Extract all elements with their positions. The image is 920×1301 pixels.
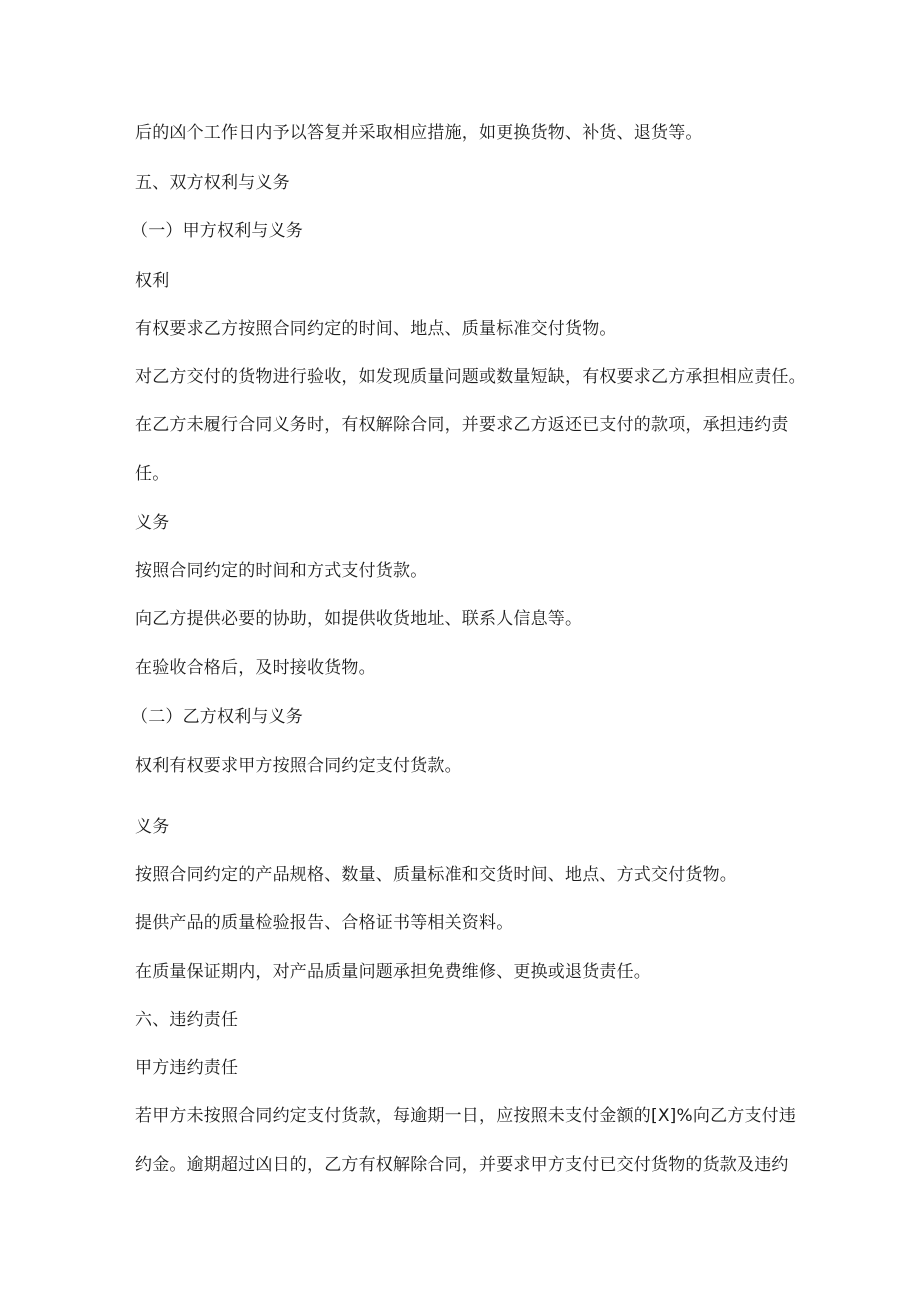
subheading-rights: 权利 (135, 271, 170, 291)
paragraph-line: 对乙方交付的货物进行验收，如发现质量问题或数量短缺，有权要求乙方承担相应责任。 (135, 367, 806, 387)
paragraph-line: 在验收合格后，及时接收货物。 (135, 658, 376, 678)
paragraph-line: 按照合同约定的时间和方式支付货款。 (135, 561, 428, 581)
paragraph-line: 有权要求乙方按照合同约定的时间、地点、质量标准交付货物。 (135, 319, 617, 339)
subsection-heading: （一）甲方权利与义务 (131, 221, 303, 241)
paragraph-line: 向乙方提供必要的协助，如提供收货地址、联系人信息等。 (135, 609, 583, 629)
paragraph-line: 权利有权要求甲方按照合同约定支付货款。 (135, 756, 462, 776)
subheading-obligations: 义务 (135, 513, 170, 533)
paragraph-line: 若甲方未按照合同约定支付货款，每逾期一日，应按照未支付金额的[X]%向乙方支付违 (135, 1106, 797, 1126)
paragraph-line: 任。 (135, 464, 170, 484)
paragraph-line: 在质量保证期内，对产品质量问题承担免费维修、更换或退货责任。 (135, 962, 651, 982)
subheading-breach: 甲方违约责任 (135, 1058, 239, 1078)
paragraph-line: 提供产品的质量检验报告、合格证书等相关资料。 (135, 913, 514, 933)
paragraph-line: 按照合同约定的产品规格、数量、质量标准和交货时间、地点、方式交付货物。 (135, 865, 737, 885)
section-heading: 五、双方权利与义务 (135, 173, 290, 193)
subheading-obligations: 义务 (135, 817, 170, 837)
paragraph-line: 后的凶个工作日内予以答复并采取相应措施，如更换货物、补货、退货等。 (135, 123, 703, 143)
paragraph-line: 约金。逾期超过凶日的，乙方有权解除合同，并要求甲方支付已交付货物的货款及违约 (135, 1155, 789, 1175)
subsection-heading: （二）乙方权利与义务 (131, 707, 303, 727)
paragraph-line: 在乙方未履行合同义务时，有权解除合同，并要求乙方返还已支付的款项，承担违约责 (135, 415, 789, 435)
section-heading: 六、违约责任 (135, 1010, 239, 1030)
